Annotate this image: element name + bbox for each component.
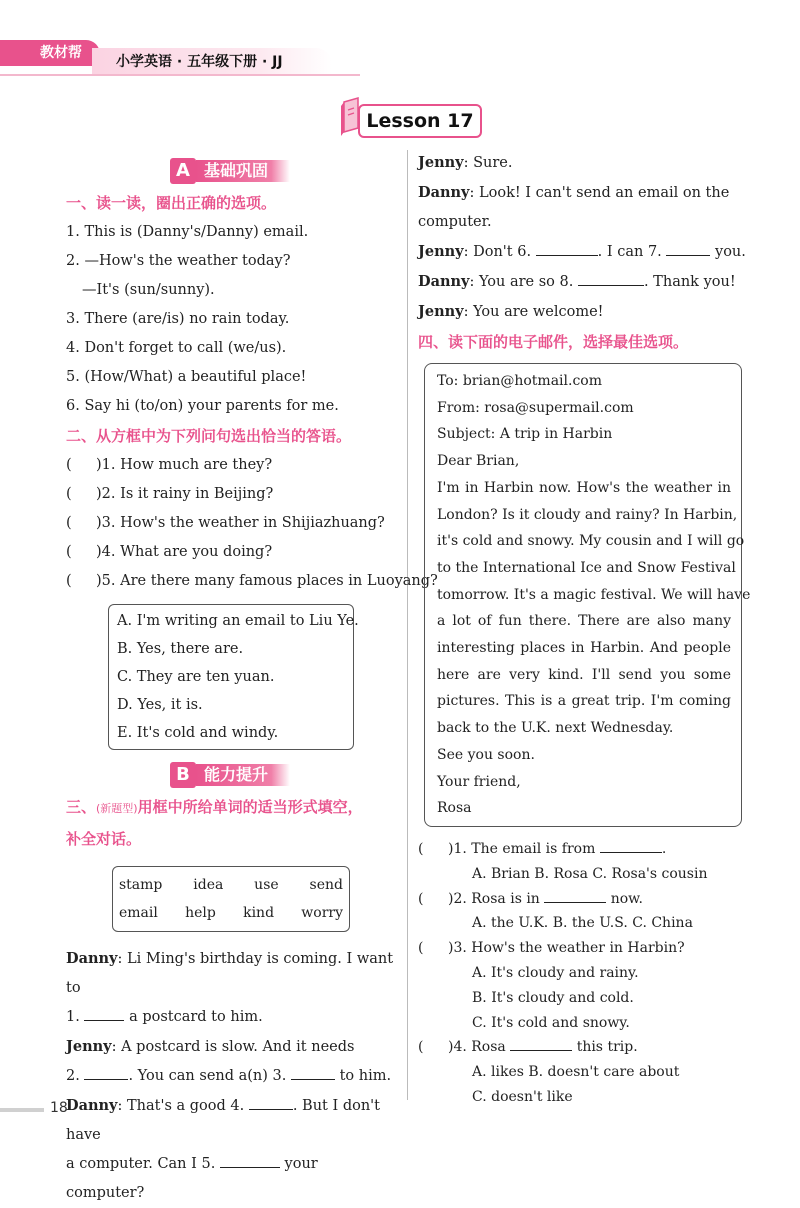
dialogue-line: Jenny: Sure. xyxy=(418,154,513,171)
email-closing: Your friend, xyxy=(437,773,521,790)
list-item: 3. There (are/is) no rain today. xyxy=(66,311,290,327)
page-number: 18 xyxy=(50,1100,68,1116)
word-row xyxy=(119,899,343,927)
question-option: A. It's cloudy and rainy. xyxy=(472,964,639,981)
list-item: 4. Don't forget to call (we/us). xyxy=(66,340,287,356)
question-row: ( )2. Is it rainy in Beijing? xyxy=(66,480,400,509)
question-options: A. Brian B. Rosa C. Rosa's cousin xyxy=(472,865,708,882)
email-greeting: Dear Brian, xyxy=(437,453,520,470)
fill-blank[interactable] xyxy=(666,242,710,256)
email-subject: Subject: A trip in Harbin xyxy=(437,426,613,443)
right-column xyxy=(418,148,751,1110)
answer-paren[interactable]: ( xyxy=(418,840,424,857)
header-rule xyxy=(0,74,360,76)
question-option: B. It's cloudy and cold. xyxy=(472,989,634,1006)
word-row xyxy=(119,871,343,899)
badge-label: 基础巩固 xyxy=(196,160,290,182)
answer-paren[interactable]: ( xyxy=(66,486,72,502)
dialogue-line: 2. . You can send a(n) 3. to him. xyxy=(66,1068,392,1084)
lesson-title: Lesson 17 xyxy=(358,104,482,138)
dialogue-line: Danny: That's a good 4. . But I don't have xyxy=(66,1097,380,1143)
option-item: E. It's cold and windy. xyxy=(117,725,279,741)
email-body-line: pictures. This is a great trip. I'm coming xyxy=(437,693,731,710)
email-box xyxy=(424,363,751,827)
fill-blank xyxy=(510,1037,572,1051)
email-signature: Rosa xyxy=(437,800,472,817)
fill-blank[interactable] xyxy=(84,1066,128,1080)
email-body-line: interesting places in Harbin. And people xyxy=(437,640,731,657)
part4-title: 四、读下面的电子邮件，选择最佳选项。 xyxy=(418,333,689,351)
list-item: 5. (How/What) a beautiful place! xyxy=(66,369,307,385)
word: send xyxy=(309,877,343,893)
email-body-line: tomorrow. It's a magic festival. We will have xyxy=(437,586,751,603)
word: worry xyxy=(301,905,343,921)
answer-paren[interactable]: ( xyxy=(418,1039,424,1056)
dialogue-line: Jenny: A postcard is slow. And it needs xyxy=(66,1038,355,1055)
word: help xyxy=(185,905,216,921)
email-body-line: back to the U.K. next Wednesday. xyxy=(437,720,674,737)
fill-blank xyxy=(544,889,606,903)
badge-letter: A xyxy=(170,158,196,184)
list-item: 1. This is (Danny's/Danny) email. xyxy=(66,224,309,240)
question-option: C. doesn't like xyxy=(472,1088,573,1105)
dialogue-line: a computer. Can I 5. your computer? xyxy=(66,1156,318,1201)
question-row: ( )4. Rosa this trip. xyxy=(418,1035,748,1060)
section-a-badge xyxy=(170,158,400,184)
fill-blank[interactable] xyxy=(249,1096,293,1110)
email-body-line: to the International Ice and Snow Festival xyxy=(437,559,736,576)
answer-options-box xyxy=(108,604,359,750)
email-body-line: here are very kind. I'll send you some xyxy=(437,666,731,683)
word: stamp xyxy=(119,877,163,893)
email-closing: See you soon. xyxy=(437,746,535,763)
question-options: A. the U.K. B. the U.S. C. China xyxy=(472,915,693,932)
email-body-line: a lot of fun there. There are also many xyxy=(437,613,731,630)
fill-blank[interactable] xyxy=(84,1007,124,1021)
dialogue-line: computer. xyxy=(418,214,492,230)
email-body-line: it's cold and snowy. My cousin and I will go xyxy=(437,533,745,550)
badge-label: 能力提升 xyxy=(196,764,290,786)
email-body-line: I'm in Harbin now. How's the weather in xyxy=(437,479,731,496)
answer-paren[interactable]: ( xyxy=(66,457,72,473)
question-row: ( )3. How's the weather in Harbin? xyxy=(418,936,748,961)
fill-blank[interactable] xyxy=(291,1066,335,1080)
left-column xyxy=(66,150,438,1208)
section-b-badge xyxy=(170,762,400,788)
part1-title: 一、读一读，圈出正确的选项。 xyxy=(66,194,277,212)
part2-title: 二、从方框中为下列问句选出恰当的答语。 xyxy=(66,427,352,445)
dialogue-line: 1. a postcard to him. xyxy=(66,1009,263,1025)
question-row: ( )1. The email is from . xyxy=(418,837,748,862)
word: kind xyxy=(243,905,275,921)
email-from: From: rosa@supermail.com xyxy=(437,399,634,416)
email-body-line: London? Is it cloudy and rainy? In Harbin, xyxy=(437,506,738,523)
option-item: A. I'm writing an email to Liu Ye. xyxy=(117,613,359,629)
fill-blank[interactable] xyxy=(578,272,644,286)
part3-title-line2: 补全对话。 xyxy=(66,830,142,848)
option-item: B. Yes, there are. xyxy=(117,641,244,657)
email-to: To: brian@hotmail.com xyxy=(437,373,602,389)
question-option: C. It's cold and snowy. xyxy=(472,1014,630,1031)
question-row: ( )1. How much are they? xyxy=(66,451,400,480)
answer-paren[interactable]: ( xyxy=(66,544,72,560)
list-item: —It's (sun/sunny). xyxy=(82,282,215,298)
dialogue-line: Jenny: Don't 6. . I can 7. you. xyxy=(418,243,746,260)
dialogue-line: Danny: Li Ming's birthday is coming. I want to xyxy=(66,950,394,996)
answer-paren[interactable]: ( xyxy=(418,890,424,907)
fill-blank[interactable] xyxy=(536,242,598,256)
option-item: C. They are ten yuan. xyxy=(117,669,275,685)
brand-tab: 教材帮 xyxy=(0,40,100,66)
fill-blank[interactable] xyxy=(220,1154,280,1168)
answer-paren[interactable]: ( xyxy=(418,940,424,957)
list-item: 6. Say hi (to/on) your parents for me. xyxy=(66,398,339,414)
answer-paren[interactable]: ( xyxy=(66,515,72,531)
column-divider xyxy=(407,150,408,1100)
dialogue-line: Danny: You are so 8. . Thank you! xyxy=(418,273,736,290)
badge-letter: B xyxy=(170,762,196,788)
footer-bar xyxy=(0,1108,44,1112)
fill-blank xyxy=(600,839,662,853)
word: email xyxy=(119,905,158,921)
part3-title: 三、(新题型)用框中所给单词的适当形式填空， xyxy=(66,798,363,816)
dialogue-line: Danny: Look! I can't send an email on the xyxy=(418,184,730,201)
word-bank xyxy=(112,866,350,932)
option-item: D. Yes, it is. xyxy=(117,697,203,713)
word: idea xyxy=(193,877,224,893)
question-row: ( )3. How's the weather in Shijiazhuang? xyxy=(66,509,400,538)
dialogue-line: Jenny: You are welcome! xyxy=(418,303,604,320)
question-row: ( )4. What are you doing? xyxy=(66,538,400,567)
book-title: 小学英语 · 五年级下册 · JJ xyxy=(92,48,332,76)
answer-paren[interactable]: ( xyxy=(66,573,72,589)
question-row: ( )5. Are there many famous places in Luoyang? xyxy=(66,567,400,596)
question-options: A. likes B. doesn't care about xyxy=(472,1064,680,1081)
list-item: 2. —How's the weather today? xyxy=(66,253,291,269)
word: use xyxy=(254,877,279,893)
question-row: ( )2. Rosa is in now. xyxy=(418,887,748,912)
